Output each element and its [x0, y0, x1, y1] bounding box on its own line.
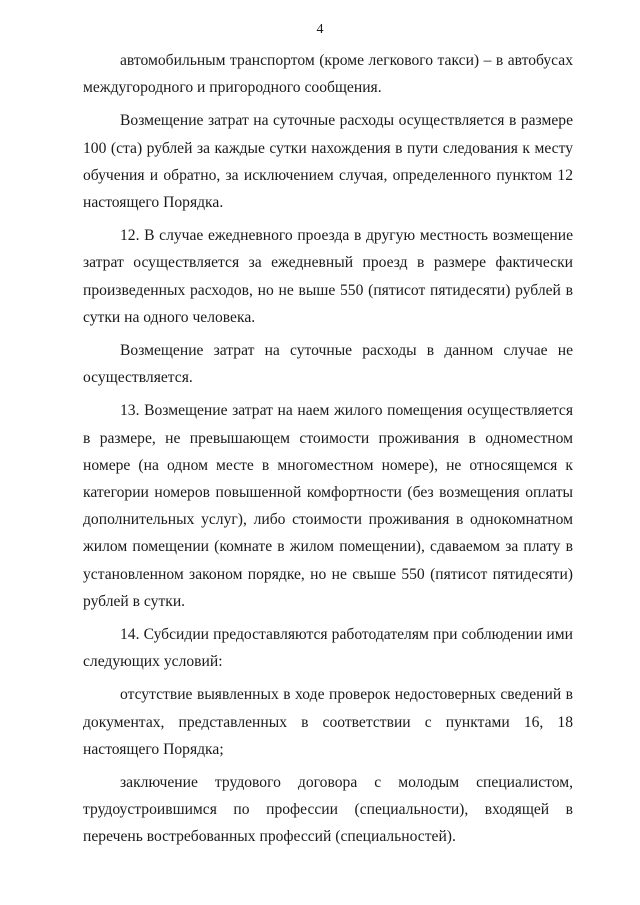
paragraph-item-13: 13. Возмещение затрат на наем жилого помещения осуществляется в размере, не превышающем стоимости проживания в одноместном номере (на одном месте в многоместном номере), не относящемся к категории номеров повышенной комфортности (без возмещения оплаты дополнительных услуг), либо стоимости проживания в однокомнатном жилом помещении (комнате в жилом помещении), сдаваемом за плату в установленном законом порядке, но не свыше 550 (пятисот пятидесяти) рублей в сутки. [83, 402, 573, 610]
page-number: 4 [316, 22, 324, 37]
paragraph-item-14: 14. Субсидии предоставляются работодателям при соблюдении ими следующих условий: [83, 626, 573, 671]
paragraph-item-12: 12. В случае ежедневного проезда в другую местность возмещение затрат осуществляется за ежедневный проезд в размере фактически произведенных расходов, но не выше 550 (пятисот пятидесяти) рублей в сутки на одного человека. [83, 227, 573, 326]
paragraph-daily-expenses: Возмещение затрат на суточные расходы осуществляется в размере 100 (ста) рублей за каждые сутки нахождения в пути следования к месту обучения и обратно, за исключением случая, определенного пунктом 12 настоящего Порядка. [83, 112, 573, 212]
document-body [83, 47, 573, 851]
paragraph-condition-no-false-data: отсутствие выявленных в ходе проверок недостоверных сведений в документах, представленных в соответствии с пунктами 16, 18 настоящего Порядка; [83, 686, 573, 758]
paragraph-transport-continuation: автомобильным транспортом (кроме легкового такси) – в автобусах междугородного и пригородного сообщения. [83, 52, 573, 97]
paragraph-daily-expenses-not-reimbursed: Возмещение затрат на суточные расходы в данном случае не осуществляется. [83, 342, 573, 387]
paragraph-condition-employment-contract: заключение трудового договора с молодым специалистом, трудоустроившимся по профессии (специальности), входящей в перечень востребованных профессий (специальностей). [83, 774, 573, 846]
